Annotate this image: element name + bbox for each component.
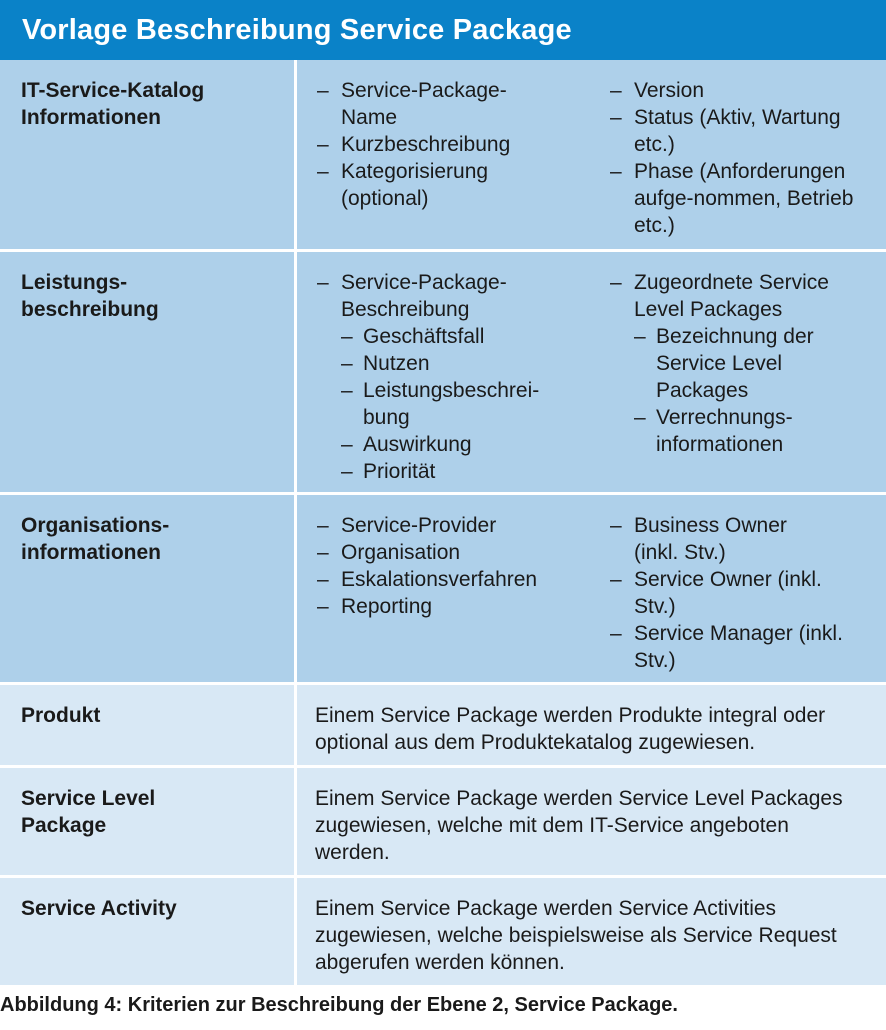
sub-list-item: – Bezeichnung der Service Level Packages (634, 323, 846, 404)
content-column-left (317, 77, 587, 212)
row-label-text: Produkt (21, 704, 101, 727)
content-column-right (610, 269, 880, 458)
row-content (297, 60, 886, 249)
list-item: – Kategorisierung (optional) (317, 158, 541, 212)
list-item: – Service-Package-Name (317, 77, 551, 131)
sub-list-item: – Nutzen (341, 350, 571, 377)
row-label-text: Service Activity (21, 897, 177, 920)
content-column-left (317, 512, 587, 620)
list-item-text: – Service-Package-Beschreibung (341, 271, 507, 321)
row-label-text: Organisations-informationen (21, 514, 170, 564)
list-item: – Service-Provider (317, 512, 587, 539)
table-row-produkt (0, 685, 886, 765)
table-row-leistungsbeschreibung (0, 252, 886, 492)
content-column-left (317, 269, 587, 485)
row-label (0, 252, 200, 492)
row-label-text: Leistungs-beschreibung (21, 271, 159, 321)
row-label (0, 878, 294, 985)
column-divider (294, 60, 297, 985)
table-row-service-activity (0, 878, 886, 985)
row-label (0, 60, 270, 249)
row-label-text: Service Level Package (21, 787, 156, 837)
sub-list-item: – Priorität (341, 458, 571, 485)
list-item: – Phase (Anforderungen aufge-nommen, Betrieb etc.) (610, 158, 884, 239)
table-title: Vorlage Beschreibung Service Package (0, 0, 886, 60)
list-item-text: – Zugeordnete Service Level Packages (634, 271, 829, 321)
row-label (0, 768, 190, 875)
list-item (317, 269, 571, 485)
list-item: – Status (Aktiv, Wartung etc.) (610, 104, 874, 158)
list-item: – Eskalationsverfahren (317, 566, 587, 593)
content-column-right (610, 512, 880, 674)
row-content (297, 252, 886, 492)
row-label-text: IT-Service-Katalog Informationen (21, 79, 205, 129)
row-label (0, 685, 294, 765)
row-content (297, 685, 886, 765)
list-item (610, 269, 880, 458)
list-item: – Organisation (317, 539, 587, 566)
row-content (297, 878, 886, 985)
table-row-service-level-package (0, 768, 886, 875)
row-content (297, 768, 886, 875)
sub-list-item: – Geschäftsfall (341, 323, 571, 350)
sub-list-item: – Auswirkung (341, 431, 571, 458)
row-description: Einem Service Package werden Produkte integral oder optional aus dem Produktekatalog zugewiesen. (315, 704, 826, 754)
row-label (0, 495, 210, 682)
sub-list-item: – Leistungsbeschrei-bung (341, 377, 563, 431)
row-description: Einem Service Package werden Service Activities zugewiesen, welche beispielsweise als Service Request abgerufen werden können. (315, 897, 837, 974)
list-item: – Service Owner (inkl. Stv.) (610, 566, 824, 620)
row-description: Einem Service Package werden Service Level Packages zugewiesen, welche mit dem IT-Service angeboten werden. (315, 787, 843, 864)
list-item: – Service Manager (inkl. Stv.) (610, 620, 844, 674)
figure-caption: Abbildung 4: Kriterien zur Beschreibung der Ebene 2, Service Package. (0, 994, 678, 1016)
table-row-it-service-katalog (0, 60, 886, 249)
list-item: – Reporting (317, 593, 587, 620)
row-content (297, 495, 886, 682)
content-column-right (610, 77, 880, 239)
table-row-organisationsinformationen (0, 495, 886, 682)
list-item: – Kurzbeschreibung (317, 131, 587, 158)
list-item: – Version (610, 77, 880, 104)
sub-list-item: – Verrechnungs-informationen (634, 404, 826, 458)
list-item: – Business Owner (inkl. Stv.) (610, 512, 834, 566)
